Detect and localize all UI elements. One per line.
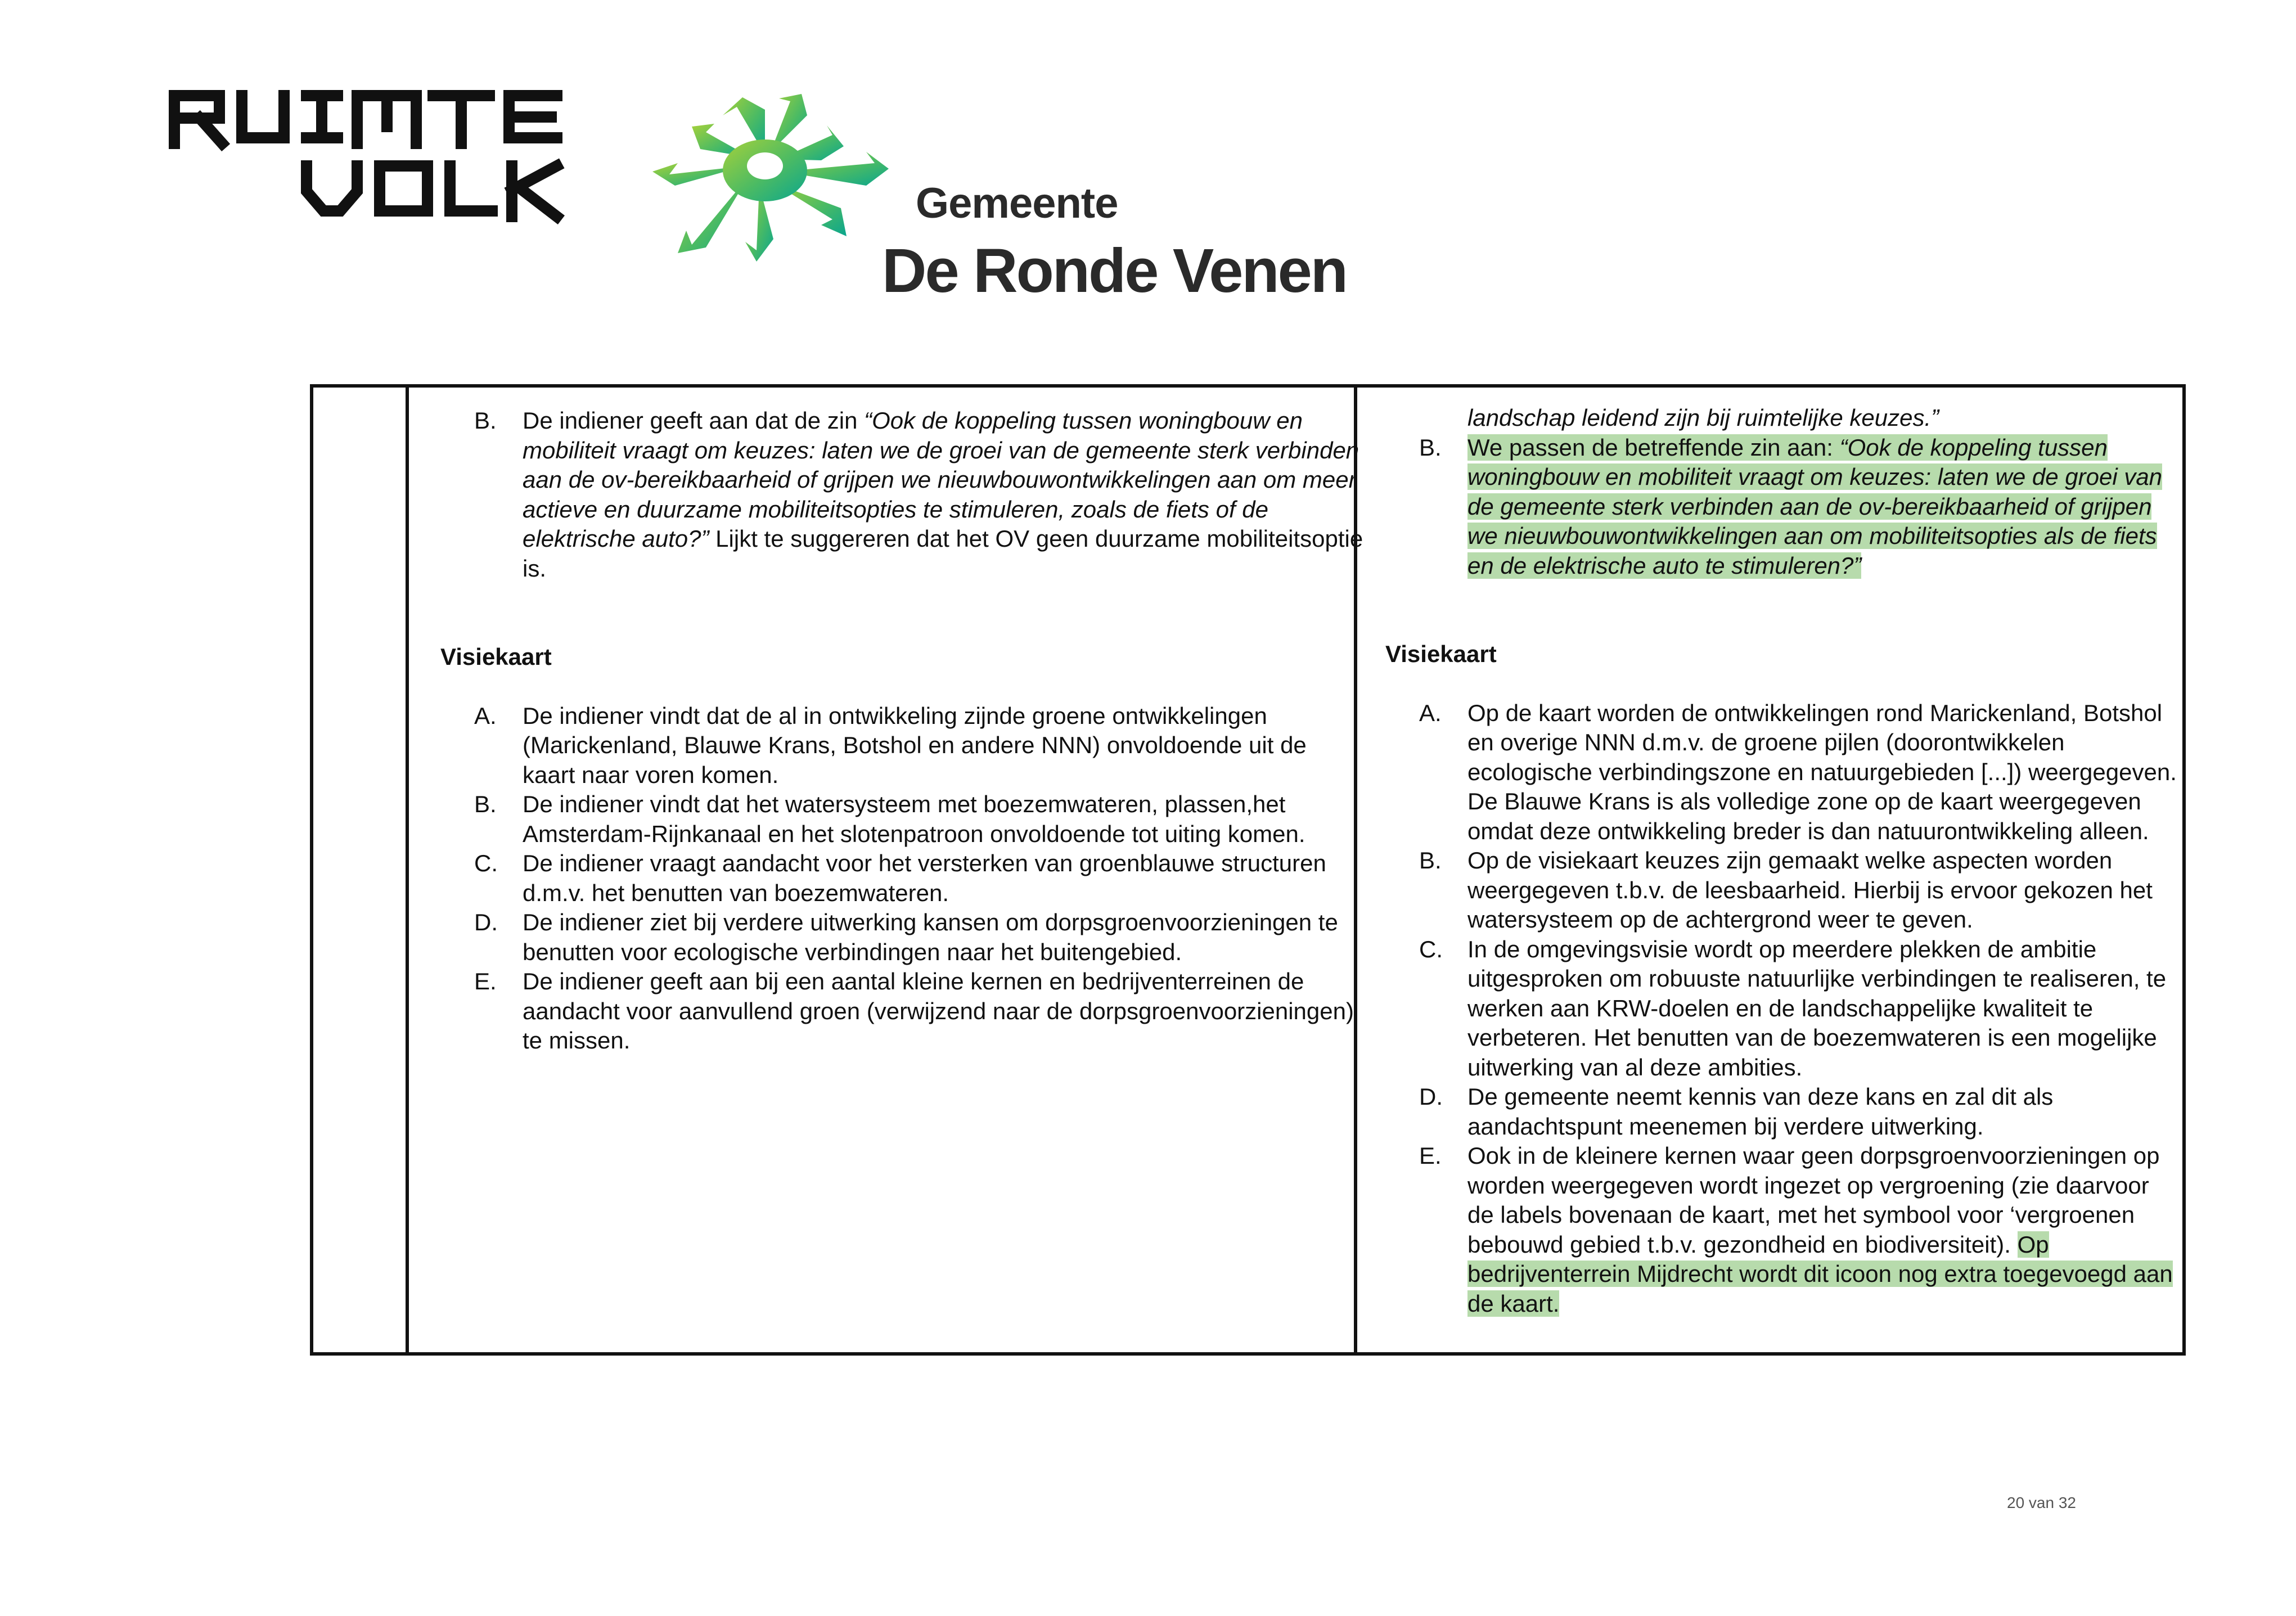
right-continuation-text: landschap leidend zijn bij ruimtelijke keuzes.” xyxy=(1467,404,1939,431)
right-intro-letter: B. xyxy=(1419,434,1442,461)
column-divider-1 xyxy=(406,388,409,1352)
list-item-text: De indiener vraagt aandacht voor het versterken van groenblauwe structuren d.m.v. het benutten van boezemwateren. xyxy=(523,850,1326,906)
right-intro-quote: “Ook de koppeling tussen woningbouw en mobiliteit vraagt om keuzes: laten we de groei van de gemeente sterk verbinden aan de ov-bereikbaarheid of grijpen we nieuwbouwontwikkelingen aan om mobiliteitsopties als de fiets en de elektrische auto te stimuleren?” xyxy=(1467,434,2163,579)
list-item-letter: C. xyxy=(1419,935,1443,962)
list-item-text: De gemeente neemt kennis van deze kans en zal dit als aandachtspunt meenemen bij verdere uitwerking. xyxy=(1467,1083,2054,1140)
list-item xyxy=(1371,699,2181,847)
list-item xyxy=(1371,1141,2181,1318)
list-item-letter: B. xyxy=(1419,847,1442,874)
list-item-letter: D. xyxy=(474,909,498,935)
right-section-title: Visiekaart xyxy=(1385,641,1497,667)
list-item xyxy=(426,849,1365,908)
list-item-letter: D. xyxy=(1419,1083,1443,1110)
list-item-letter: E. xyxy=(1419,1142,1442,1169)
list-item-letter: A. xyxy=(474,702,497,729)
list-item-text: De indiener vindt dat het watersysteem met boezemwateren, plassen,het Amsterdam-Rijnkanaal en het slotenpatroon onvoldoende tot uiting komen. xyxy=(523,791,1305,847)
left-intro-text-before: De indiener geeft aan dat de zin xyxy=(523,407,865,434)
page-number: 20 van 32 xyxy=(2007,1494,2076,1511)
list-item-highlight: Op bedrijventerrein Mijdrecht wordt dit icoon nog extra toegevoegd aan de kaart. xyxy=(1467,1231,2173,1317)
response-table xyxy=(310,384,2186,1356)
list-item-text: Ook in de kleinere kernen waar geen dorpsgroenvoorzieningen op worden weergegeven wordt ingezet op vergroening (zie daarvoor de labels bovenaan de kaart, met het symbool voor ‘vergroenen bebouwd gebied t.b.v. gezondheid en biodiversiteit). xyxy=(1467,1142,2160,1258)
list-item xyxy=(426,701,1365,790)
left-intro-quote: “Ook de koppeling tussen woningbouw en mobiliteit vraagt om keuzes: laten we de groei van de gemeente sterk verbinden aan de ov-bereikbaarheid of grijpen we nieuwbouwontwikkelingen aan om meer actieve en duurzame mobiliteitsopties te stimuleren, zoals de fiets of de elektrische auto?” xyxy=(523,407,1359,552)
list-item xyxy=(1371,846,2181,935)
ruimtevolk-logo-text: RUIMTE VOLK xyxy=(169,90,173,91)
list-item-text: De indiener ziet bij verdere uitwerking kansen om dorpsgroenvoorzieningen te benutten voor ecologische verbindingen naar het buitengebied. xyxy=(523,909,1338,965)
list-item-letter: A. xyxy=(1419,699,1442,726)
list-item xyxy=(1371,935,2181,1083)
response-column xyxy=(1371,388,2181,1352)
left-intro-text-after: Lijkt te suggereren dat het OV geen duurzame mobiliteitsoptie is. xyxy=(523,525,1363,582)
left-section-title: Visiekaart xyxy=(440,643,552,670)
ruimtevolk-logo xyxy=(169,90,568,225)
list-item-text: Op de visiekaart keuzes zijn gemaakt welke aspecten worden weergegeven t.b.v. de leesbaarheid. Hierbij is ervoor gekozen het watersysteem op de achtergrond weer te geven. xyxy=(1467,847,2153,933)
submission-column xyxy=(426,388,1365,1352)
right-intro-text-before: We passen de betreffende zin aan: xyxy=(1467,434,1840,461)
list-item xyxy=(1371,1082,2181,1141)
right-intro-item xyxy=(1371,433,2181,581)
list-item-text: De indiener vindt dat de al in ontwikkeling zijnde groene ontwikkelingen (Marickenland, Blauwe Krans, Botshol en andere NNN) onvoldoende uit de kaart naar voren komen. xyxy=(523,702,1307,788)
gemeente-star-logo-icon xyxy=(652,93,889,262)
municipality-name: De Ronde Venen xyxy=(882,236,1347,305)
list-item-letter: B. xyxy=(474,791,497,817)
list-item xyxy=(426,967,1365,1056)
left-intro-item xyxy=(426,406,1365,583)
list-item-text: In de omgevingsvisie wordt op meerdere plekken de ambitie uitgesproken om robuuste natuurlijke verbindingen te realiseren, te werken aan KRW-doelen en de landschappelijke kwaliteit te verbeteren. Het benutten van de boezemwateren is een mogelijke uitwerking van al deze ambities. xyxy=(1467,935,2167,1081)
left-intro-letter: B. xyxy=(474,407,497,434)
gemeente-label: Gemeente xyxy=(916,179,1118,227)
list-item xyxy=(426,790,1365,849)
list-item-text: Op de kaart worden de ontwikkelingen rond Marickenland, Botshol en overige NNN d.m.v. de groene pijlen (doorontwikkelen ecologische verbindingszone en natuurgebieden [...]) weergegeven. De Blauwe Krans is als volledige zone op de kaart weergegeven omdat deze ontwikkeling breder is dan natuurontwikkeling alleen. xyxy=(1467,699,2177,844)
list-item-letter: C. xyxy=(474,850,498,876)
list-item xyxy=(426,908,1365,967)
list-item-letter: E. xyxy=(474,968,497,994)
right-continuation xyxy=(1371,403,2181,433)
list-item-text: De indiener geeft aan bij een aantal kleine kernen en bedrijventerreinen de aandacht voor aanvullend groen (verwijzend naar de dorpsgroenvoorzieningen) te missen. xyxy=(523,968,1354,1054)
